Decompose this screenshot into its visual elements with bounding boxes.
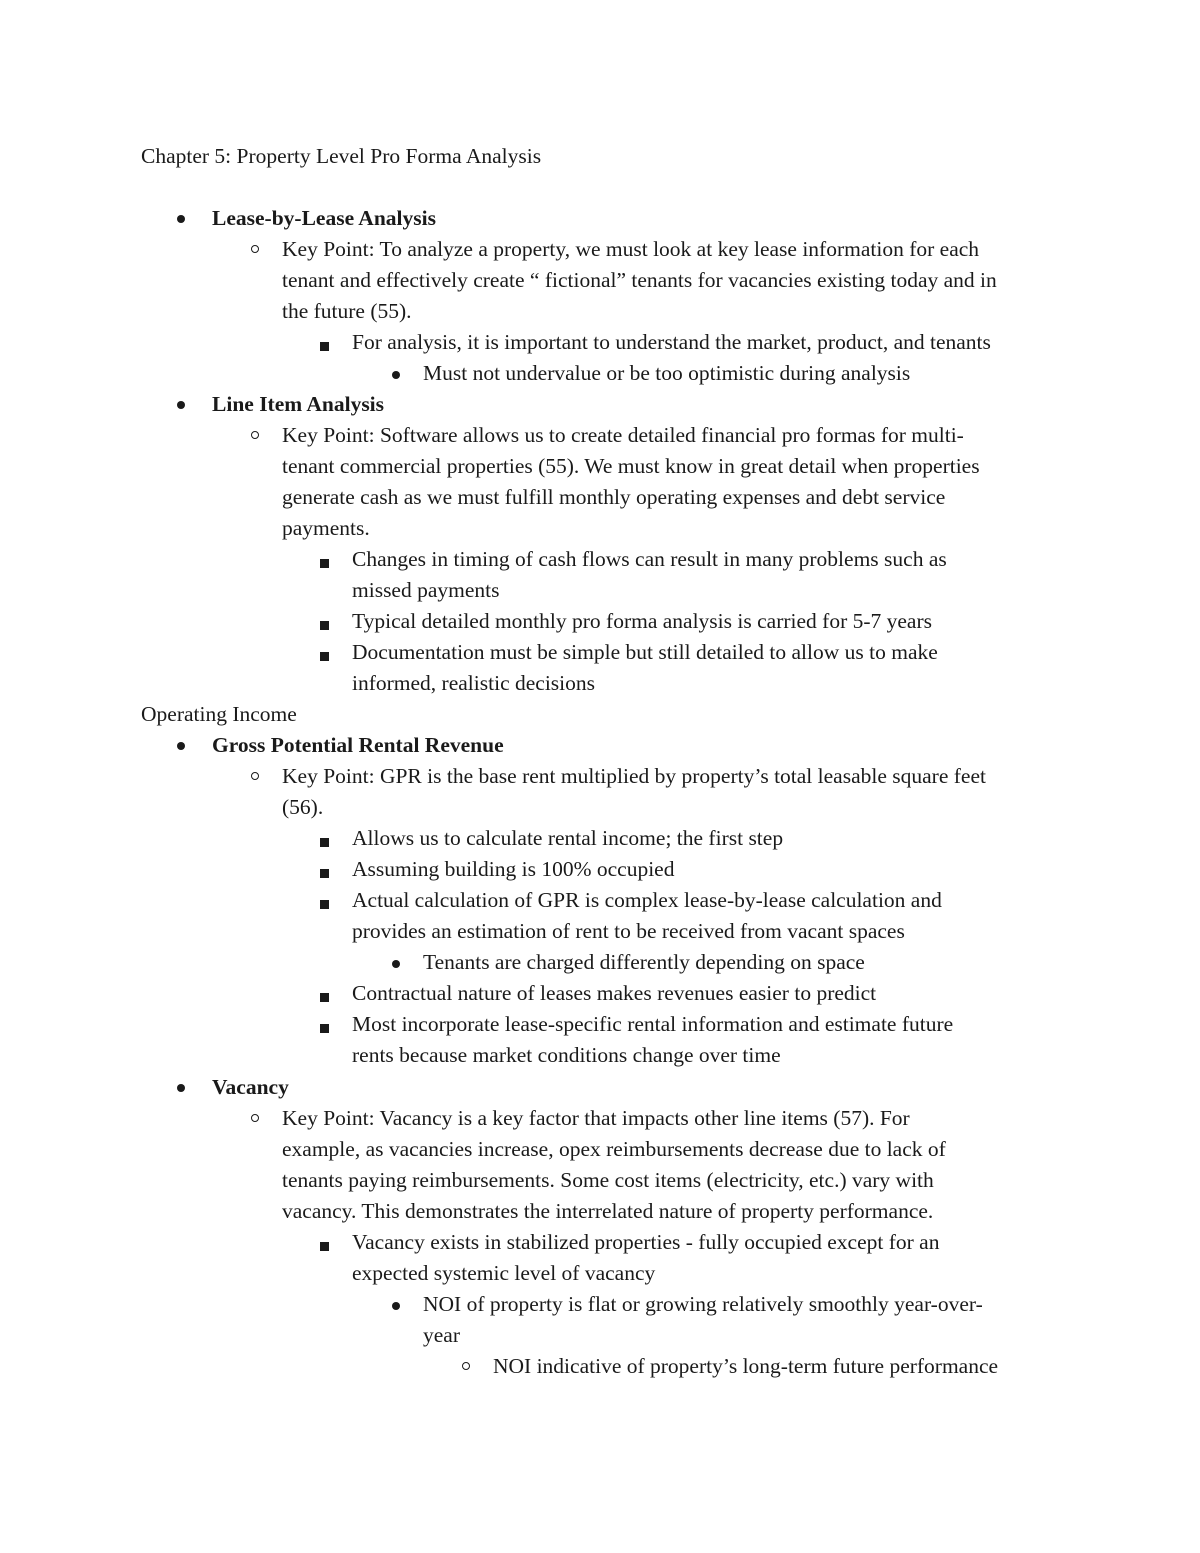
bullet-circle-icon bbox=[251, 245, 259, 253]
key-point-line: Key Point: Vacancy is a key factor that impacts other line items (57). For bbox=[282, 1106, 910, 1130]
sub-sub-point: year bbox=[423, 1323, 460, 1347]
sub-point: expected systemic level of vacancy bbox=[352, 1261, 656, 1285]
bullet-disc-icon bbox=[392, 960, 400, 968]
section-heading-vacancy: Vacancy bbox=[212, 1075, 289, 1099]
bullet-circle-icon bbox=[251, 431, 259, 439]
bullet-circle-icon bbox=[251, 772, 259, 780]
bullet-square-icon bbox=[320, 1024, 329, 1033]
bullet-disc-icon bbox=[177, 1084, 185, 1092]
sub-point: Actual calculation of GPR is complex lease-by-lease calculation and bbox=[352, 888, 942, 912]
sub-point: informed, realistic decisions bbox=[352, 671, 595, 695]
key-point-line: example, as vacancies increase, opex reimbursements decrease due to lack of bbox=[282, 1137, 946, 1161]
bullet-square-icon bbox=[320, 993, 329, 1002]
sub-point: Assuming building is 100% occupied bbox=[352, 857, 675, 881]
key-point-line: tenants paying reimbursements. Some cost items (electricity, etc.) vary with bbox=[282, 1168, 934, 1192]
sub-point: Changes in timing of cash flows can result in many problems such as bbox=[352, 547, 947, 571]
bullet-disc-icon bbox=[177, 742, 185, 750]
bullet-square-icon bbox=[320, 900, 329, 909]
section-heading-lease: Lease-by-Lease Analysis bbox=[212, 206, 436, 230]
doc-title: Chapter 5: Property Level Pro Forma Analysis bbox=[141, 144, 542, 168]
bullet-circle-icon bbox=[251, 1114, 259, 1122]
sub-point: Vacancy exists in stabilized properties - fully occupied except for an bbox=[352, 1230, 940, 1254]
section-title-operating-income: Operating Income bbox=[141, 702, 297, 726]
key-point-line: Key Point: GPR is the base rent multiplied by property’s total leasable square feet bbox=[282, 764, 986, 788]
bullet-square-icon bbox=[320, 1242, 329, 1251]
sub-point: Allows us to calculate rental income; the first step bbox=[352, 826, 784, 850]
sub-point: Most incorporate lease-specific rental information and estimate future bbox=[352, 1012, 954, 1036]
section-heading-line-item: Line Item Analysis bbox=[212, 392, 385, 416]
sub-point: provides an estimation of rent to be received from vacant spaces bbox=[352, 919, 905, 943]
bullet-square-icon bbox=[320, 559, 329, 568]
bullet-disc-icon bbox=[392, 1302, 400, 1310]
key-point-line: vacancy. This demonstrates the interrelated nature of property performance. bbox=[282, 1199, 934, 1223]
sub-sub-point: NOI of property is flat or growing relatively smoothly year-over- bbox=[423, 1292, 983, 1316]
section-heading-gpr: Gross Potential Rental Revenue bbox=[212, 733, 504, 757]
bullet-square-icon bbox=[320, 621, 329, 630]
bullet-square-icon bbox=[320, 652, 329, 661]
key-point-line: tenant commercial properties (55). We must know in great detail when properties bbox=[282, 454, 980, 478]
sub-sub-point: Must not undervalue or be too optimistic during analysis bbox=[423, 361, 911, 385]
bullet-square-icon bbox=[320, 838, 329, 847]
sub-point: Contractual nature of leases makes revenues easier to predict bbox=[352, 981, 877, 1005]
bullet-disc-icon bbox=[177, 215, 185, 223]
key-point-line: generate cash as we must fulfill monthly operating expenses and debt service bbox=[282, 485, 946, 509]
sub-sub-sub-point: NOI indicative of property’s long-term future performance bbox=[493, 1354, 999, 1378]
bullet-square-icon bbox=[320, 869, 329, 878]
sub-sub-point: Tenants are charged differently depending on space bbox=[423, 950, 865, 974]
key-point-line: Key Point: To analyze a property, we must look at key lease information for each bbox=[282, 237, 980, 261]
sub-point: For analysis, it is important to understand the market, product, and tenants bbox=[352, 330, 991, 354]
bullet-disc-icon bbox=[392, 371, 400, 379]
sub-point: Documentation must be simple but still detailed to allow us to make bbox=[352, 640, 938, 664]
key-point-line: (56). bbox=[282, 795, 324, 819]
sub-point: Typical detailed monthly pro forma analysis is carried for 5-7 years bbox=[352, 609, 932, 633]
bullet-disc-icon bbox=[177, 401, 185, 409]
sub-point: rents because market conditions change over time bbox=[352, 1043, 781, 1067]
bullet-square-icon bbox=[320, 342, 329, 351]
sub-point: missed payments bbox=[352, 578, 500, 602]
key-point-line: Key Point: Software allows us to create detailed financial pro formas for multi- bbox=[282, 423, 964, 447]
key-point-line: tenant and effectively create “ fictional” tenants for vacancies existing today and in bbox=[282, 268, 997, 292]
bullet-circle-icon bbox=[462, 1362, 470, 1370]
key-point-line: the future (55). bbox=[282, 299, 412, 323]
key-point-line: payments. bbox=[282, 516, 370, 540]
